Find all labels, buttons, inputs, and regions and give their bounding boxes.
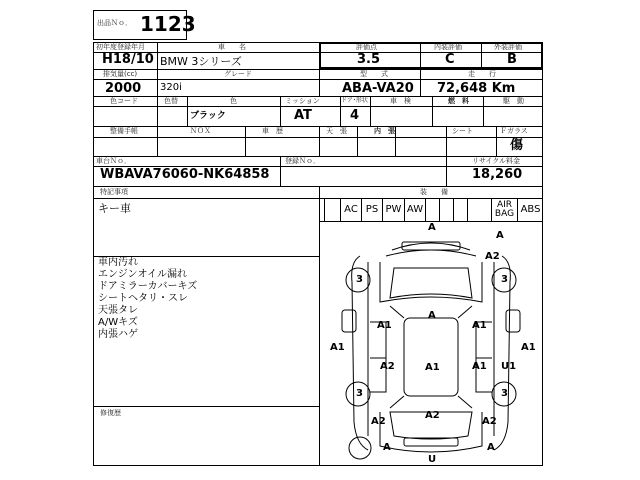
rule bbox=[446, 126, 447, 156]
damage-mark: A bbox=[487, 442, 495, 453]
equipment-cell bbox=[467, 199, 491, 221]
note-item: 車内汚れ bbox=[98, 257, 138, 268]
equipment-ac: AC bbox=[340, 199, 361, 221]
damage-mark: A2 bbox=[425, 410, 440, 421]
damage-mark: U1 bbox=[501, 361, 517, 372]
damage-mark: A bbox=[496, 230, 504, 241]
damage-mark: A2 bbox=[371, 416, 386, 427]
rule bbox=[446, 156, 447, 186]
equipment-cell bbox=[439, 199, 453, 221]
chassis-number: WBAVA76060-NK64858 bbox=[100, 167, 270, 182]
damage-mark: A1 bbox=[330, 342, 345, 353]
rule bbox=[93, 137, 543, 138]
doors-label: ドア･形状 bbox=[341, 97, 368, 104]
seat-label: シート bbox=[452, 127, 473, 135]
equipment-aw: AW bbox=[404, 199, 425, 221]
recycle-fee-label: リサイクル料金 bbox=[472, 157, 521, 165]
rule bbox=[432, 96, 433, 126]
rule bbox=[157, 69, 158, 96]
service-book-label: 整備手帳 bbox=[110, 127, 138, 135]
rule bbox=[93, 186, 543, 187]
rule bbox=[157, 126, 158, 156]
note-item: A/Wキズ bbox=[98, 317, 138, 328]
chassis-label: 車台Ｎｏ． bbox=[96, 157, 131, 165]
mileage-label: 走 行 bbox=[468, 70, 496, 78]
damage-mark: A2 bbox=[485, 251, 500, 262]
damage-mark: 3 bbox=[501, 388, 508, 399]
color-label: 色 bbox=[230, 97, 237, 105]
damage-mark: 3 bbox=[356, 274, 363, 285]
nox-label: ＮＯＸ bbox=[190, 127, 211, 135]
equipment-airbag: AIR BAG bbox=[491, 199, 517, 221]
displacement: 2000 bbox=[105, 81, 142, 96]
car-diagram bbox=[320, 222, 542, 465]
rule bbox=[420, 69, 421, 96]
interior-grade: C bbox=[445, 52, 455, 67]
exterior-grade: B bbox=[507, 52, 517, 67]
damage-mark: A1 bbox=[521, 342, 536, 353]
damage-mark: A1 bbox=[425, 362, 440, 373]
fuel-label: 燃 料 bbox=[448, 97, 469, 105]
registration-label: 登録Ｎｏ． bbox=[285, 157, 320, 165]
rule bbox=[93, 406, 319, 407]
roof-lining-label: 天 張 bbox=[326, 127, 347, 135]
repaint-label: 色替 bbox=[164, 97, 178, 105]
damage-mark: A bbox=[428, 222, 436, 233]
rule bbox=[93, 126, 543, 127]
damage-mark: A1 bbox=[472, 320, 487, 331]
recycle-fee: 18,260 bbox=[472, 167, 523, 182]
rule bbox=[370, 96, 371, 126]
grade-label: グレード bbox=[224, 70, 252, 78]
first-registration: H18/10 bbox=[102, 52, 154, 67]
note-item: エンジンオイル漏れ bbox=[98, 269, 187, 280]
note-item: 内張ハゲ bbox=[98, 329, 138, 340]
interior-trim-label: 内 張 bbox=[374, 127, 395, 135]
score: 3.5 bbox=[357, 52, 381, 67]
equipment-label: 装 備 bbox=[420, 188, 448, 196]
rule bbox=[420, 42, 421, 69]
damage-mark: 3 bbox=[501, 274, 508, 285]
grade: 320i bbox=[160, 82, 182, 93]
rule bbox=[357, 126, 358, 156]
rule bbox=[280, 96, 281, 126]
equipment-cell bbox=[324, 199, 340, 221]
repair-history-label: 修復歴 bbox=[100, 409, 121, 417]
rule bbox=[280, 156, 281, 186]
damage-mark: A bbox=[383, 442, 391, 453]
front-glass-value: 傷 bbox=[510, 138, 524, 153]
damage-mark: A2 bbox=[380, 361, 395, 372]
damage-mark: A bbox=[428, 310, 436, 321]
model-code-label: 型 式 bbox=[360, 70, 388, 78]
lot-number-label: 出品Ｎｏ． bbox=[97, 19, 132, 27]
car-history-label: 車 歴 bbox=[262, 127, 283, 135]
rule bbox=[496, 126, 497, 156]
mission: AT bbox=[294, 108, 312, 123]
model-code: ABA-VA20 bbox=[342, 81, 414, 96]
rule bbox=[93, 79, 543, 80]
note-item: ドアミラーカバーキズ bbox=[98, 281, 198, 292]
equipment-cell bbox=[453, 199, 467, 221]
damage-mark: U bbox=[428, 454, 437, 465]
notes-label: 特記事項 bbox=[100, 188, 128, 196]
mission-label: ミッション bbox=[285, 97, 320, 105]
equipment-ps: PS bbox=[361, 199, 382, 221]
mileage: 72,648 Km bbox=[437, 81, 516, 96]
rule bbox=[483, 96, 484, 126]
exterior-grade-label: 外装評価 bbox=[494, 43, 522, 51]
rule bbox=[187, 96, 188, 126]
equipment-pw: PW bbox=[382, 199, 404, 221]
front-glass-label: Ｆガラス bbox=[500, 127, 528, 135]
car-name-label: 車 名 bbox=[218, 43, 246, 51]
car-name: BMW 3シリーズ bbox=[160, 55, 242, 68]
equipment-abs: ABS bbox=[517, 199, 543, 221]
damage-mark: 3 bbox=[356, 388, 363, 399]
key-note: キー車 bbox=[98, 202, 131, 215]
rule bbox=[481, 42, 482, 69]
equipment-cell bbox=[425, 199, 439, 221]
displacement-label: 排気量(cc) bbox=[103, 70, 138, 78]
score-label: 評価点 bbox=[356, 43, 377, 51]
rule bbox=[319, 126, 320, 156]
doors: 4 bbox=[350, 108, 360, 123]
rule bbox=[157, 96, 158, 126]
inspection-label: 車 検 bbox=[390, 97, 411, 105]
interior-grade-label: 内装評価 bbox=[434, 43, 462, 51]
damage-mark: A2 bbox=[482, 416, 497, 427]
rule bbox=[245, 126, 246, 156]
damage-mark: A1 bbox=[377, 320, 392, 331]
color: ブラック bbox=[190, 111, 226, 121]
damage-mark: A1 bbox=[472, 361, 487, 372]
first-registration-label: 初年度登録年月 bbox=[96, 43, 145, 51]
drive-label: 駆 動 bbox=[503, 97, 524, 105]
note-item: シートヘタリ・スレ bbox=[98, 293, 188, 304]
rule bbox=[157, 42, 158, 69]
rule bbox=[93, 106, 543, 107]
note-item: 天張タレ bbox=[98, 305, 138, 316]
rule bbox=[319, 69, 320, 96]
lot-number: 1123 bbox=[140, 12, 196, 36]
rule bbox=[395, 126, 396, 156]
color-code-label: 色コード bbox=[110, 97, 138, 105]
